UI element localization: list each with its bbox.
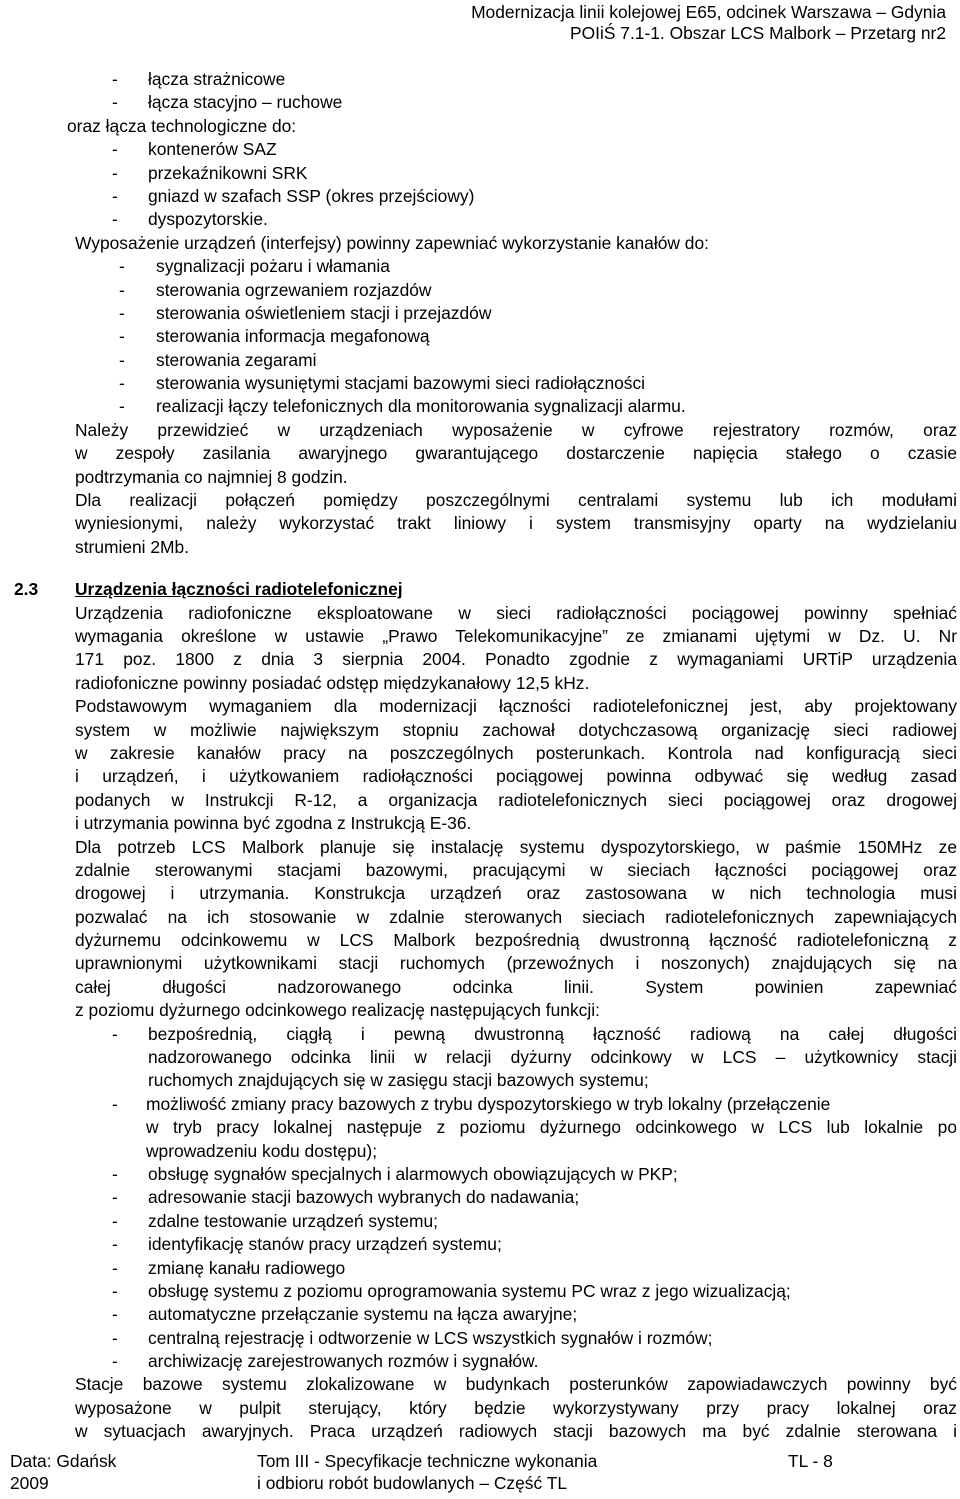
list-item: - zmianę kanału radiowego bbox=[112, 1257, 346, 1278]
list-item: - sterowania zegarami bbox=[119, 349, 317, 370]
functions-list bbox=[0, 1023, 960, 1374]
footer-page-number: TL - 8 bbox=[788, 1451, 833, 1471]
header-title: Modernizacja linii kolejowej E65, odcinek Warszawa – Gdynia bbox=[471, 2, 946, 22]
paragraph-transmission: Dla realizacji połączeń pomiędzy poszczególnymi centralami systemu lub ich modułami wyniesionymi, należy wykorzystać trakt liniowy i system transmisyjny oparty na wydzielaniu strumieni 2Mb. bbox=[75, 490, 957, 557]
document-body bbox=[0, 68, 960, 1444]
list-item: - zdalne testowanie urządzeń systemu; bbox=[112, 1210, 439, 1231]
list-item: - identyfikację stanów pracy urządzeń systemu; bbox=[112, 1234, 502, 1255]
footer-volume: Tom III - Specyfikacje techniczne wykonania i odbioru robót budowlanych – Część TL bbox=[257, 1451, 598, 1493]
list-item: - sterowania wysuniętymi stacjami bazowymi sieci radiołączności bbox=[119, 373, 646, 394]
section-title: Urządzenia łączności radiotelefonicznej bbox=[75, 579, 403, 600]
list-item: - kontenerów SAZ bbox=[112, 139, 277, 160]
list-item: - bezpośrednią, ciągłą i pewną dwustronną łączność radiową na całej długości nadzorowanego odcinka linii w relacji dyżurny odcinkowy w LCS – użytkownicy stacji ruchomych znajdujących się w zasięgu stacji bazowych systemu; bbox=[112, 1023, 957, 1091]
header-subtitle: POIiŚ 7.1-1. Obszar LCS Malbork – Przetarg nr2 bbox=[570, 23, 946, 43]
list-item: - gniazd w szafach SSP (okres przejściowy) bbox=[112, 185, 475, 206]
list-item: - obsługę sygnałów specjalnych i alarmowych obowiązujących w PKP; bbox=[112, 1163, 678, 1184]
list-item: - centralną rejestrację i odtworzenie w LCS wszystkich sygnałów i rozmów; bbox=[112, 1327, 713, 1348]
tech-intro: oraz łącza technologiczne do: bbox=[67, 115, 297, 136]
page-header bbox=[471, 2, 946, 44]
list-item: - realizacji łączy telefonicznych dla monitorowania sygnalizacji alarmu. bbox=[119, 396, 686, 417]
equip-intro: Wyposażenie urządzeń (interfejsy) powinny zapewniać wykorzystanie kanałów do: bbox=[75, 232, 709, 253]
list-item: - możliwość zmiany pracy bazowych z trybu dyspozytorskiego w tryb lokalny (przełączenie w tryb pracy lokalnej następuje z poziomu dyżurnego odcinkowego w LCS lub lokalnie po wprowadzeniu kodu dostępu); bbox=[112, 1093, 957, 1161]
list-item: - obsługę systemu z poziomu oprogramowania systemu PC wraz z jego wizualizacją; bbox=[112, 1280, 791, 1301]
list-item: - sygnalizacji pożaru i włamania bbox=[119, 256, 390, 277]
list-item: - adresowanie stacji bazowych wybranych do nadawania; bbox=[112, 1187, 580, 1208]
section-heading bbox=[0, 578, 960, 601]
list-item: - sterowania oświetleniem stacji i przejazdów bbox=[119, 302, 492, 323]
paragraph-base-stations: Stacje bazowe systemu zlokalizowane w budynkach posterunków zapowiadawczych powinny być wyposażone w pulpit sterujący, który będzie wykorzystywany przy pracy lokalnej oraz w sytuacjach awaryjnych. Praca urządzeń radiowych stacji bazowych ma być zdalnie sterowana i bbox=[75, 1374, 957, 1442]
footer-date: Data: Gdańsk 2009 bbox=[10, 1451, 117, 1493]
list-item: - automatyczne przełączanie systemu na łącza awaryjne; bbox=[112, 1304, 578, 1325]
paragraph-dispatch-system: Dla potrzeb LCS Malbork planuje się instalację systemu dyspozytorskiego, w paśmie 150MHz ze zdalnie sterowanymi stacjami bazowymi, pracującymi w sieciach łączności pociągowej oraz drogowej i utrzymania. Konstrukcja urządzeń oraz zastosowana w nich technologia musi pozwalać na ich stosowanie w zdalnie sterowanych sieciach radiotelefonicznych zapewniających dyżurnemu odcinkowemu w LCS Malbork bezpośrednią dwustronną łączność radiotelefoniczną z uprawnionymi użytkownikami stacji ruchomych (przewoźnych i noszonych) znajdujących się na całej długości nadzorowanego odcinka linii. System powinien zapewniać z poziomu dyżurnego odcinkowego realizację następujących funkcji: bbox=[75, 836, 957, 1021]
list-item: - sterowania informacja megafonową bbox=[119, 326, 430, 347]
section-number: 2.3 bbox=[14, 579, 39, 600]
list-item: - łącza strażnicowe bbox=[112, 69, 286, 89]
paragraph-recorders: Należy przewidzieć w urządzeniach wyposażenie w cyfrowe rejestratory rozmów, oraz w zespoły zasilania awaryjnego gwarantującego dostarczenie napięcia stałego o czasie podtrzymania co najmniej 8 godzin. bbox=[75, 419, 957, 487]
paragraph-requirements: Urządzenia radiofoniczne eksploatowane w sieci radiołączności pociągowej powinny spełniać wymagania określone w ustawie „Prawo Telekomunikacyjne” ze zmianami ujętymi w Dz. U. Nr 171 poz. 1800 z dnia 3 sierpnia 2004. Ponadto zgodnie z wymaganiami URTiP urządzenia radiofoniczne powinny posiadać odstęp międzykanałowy 12,5 kHz. bbox=[75, 602, 957, 693]
list-item: - sterowania ogrzewaniem rozjazdów bbox=[119, 279, 432, 300]
list-item: - przekaźnikowni SRK bbox=[112, 162, 308, 183]
paragraph-basic-requirement: Podstawowym wymaganiem dla modernizacji łączności radiotelefonicznej jest, aby projektowany system w możliwie największym stopniu zachował dotychczasową organizację sieci radiowej w zakresie kanałów pracy na poszczególnych posterunkach. Kontrola nad konfiguracją sieci i urządzeń, i użytkowaniem radiołączności pociągowej powinna odbywać się według zasad podanych w Instrukcji R-12, a organizacja radiotelefonicznych sieci pociągowej oraz drogowej i utrzymania powinna być zgodna z Instrukcją E-36. bbox=[75, 696, 957, 834]
list-item: - łącza stacyjno – ruchowe bbox=[112, 92, 343, 113]
list-item: - archiwizację zarejestrowanych rozmów i sygnałów. bbox=[112, 1351, 539, 1372]
list-item: - dyspozytorskie. bbox=[112, 209, 268, 230]
